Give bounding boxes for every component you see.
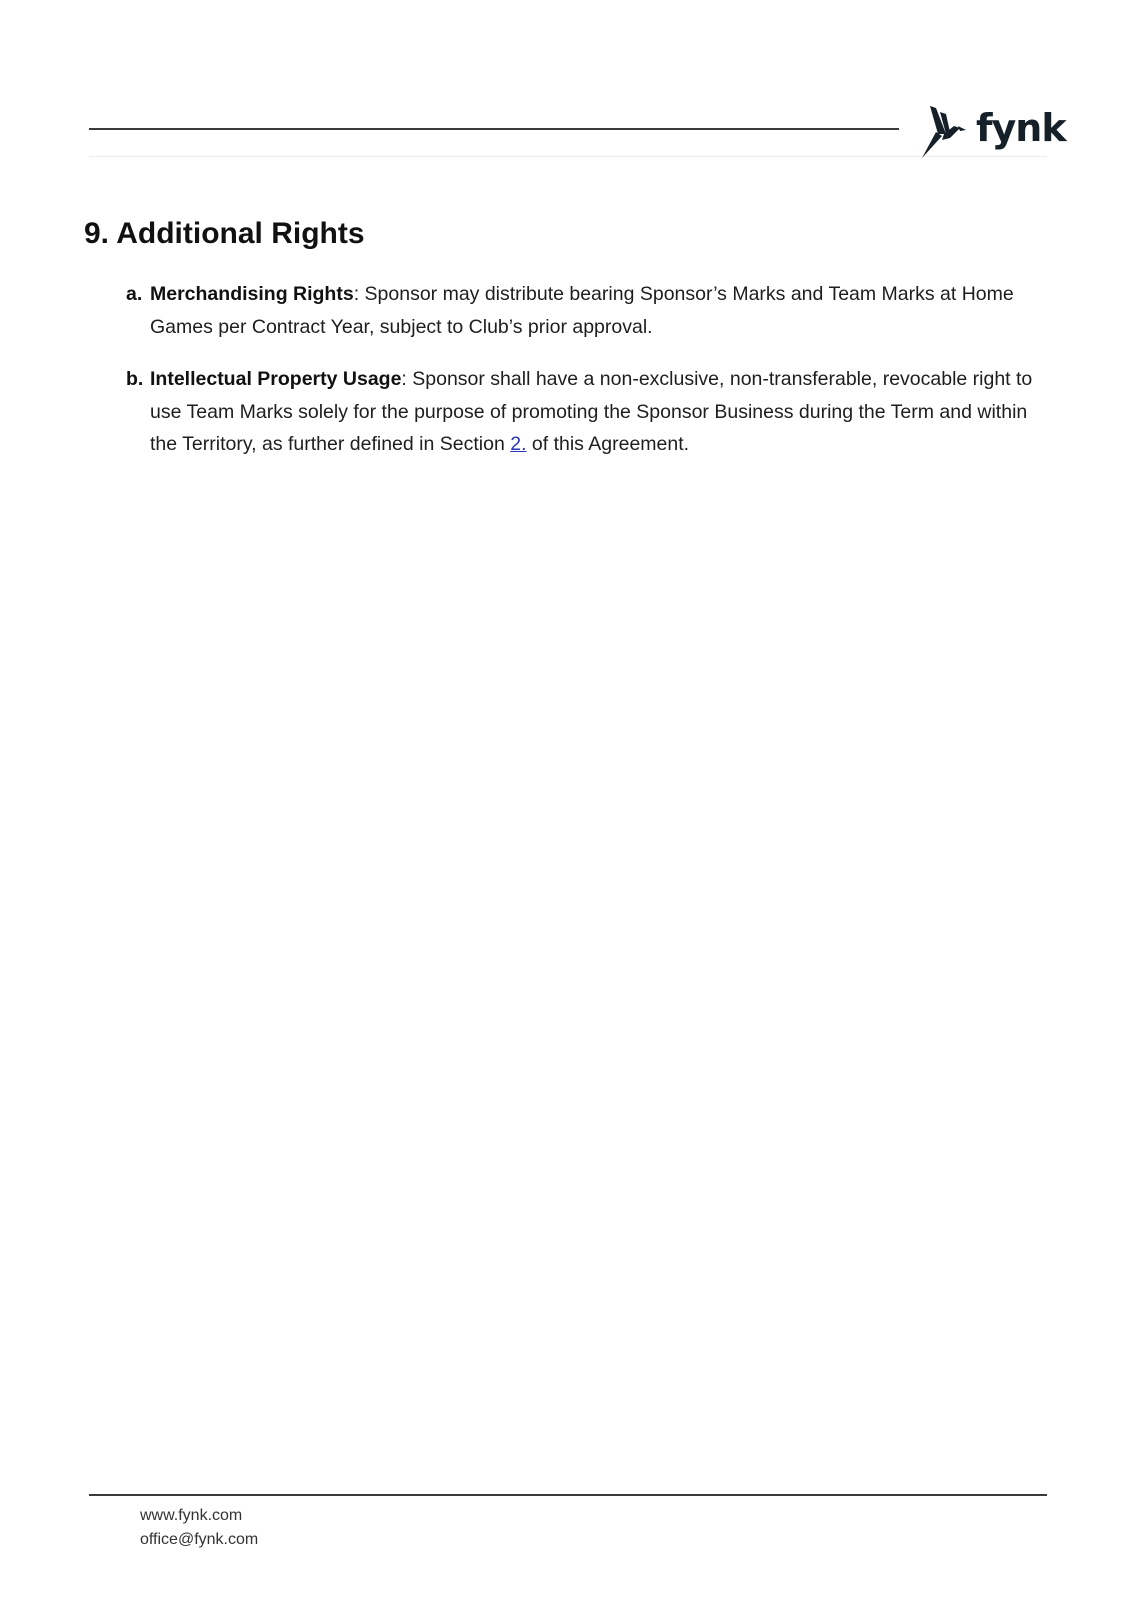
section-title: 9. Additional Rights	[84, 217, 365, 250]
clause-heading: Merchandising Rights	[150, 283, 354, 305]
footer-rule	[89, 1494, 1047, 1496]
clause-merchandising-rights	[126, 278, 1046, 343]
logo-wordmark: fynk	[976, 106, 1066, 150]
header-divider	[89, 156, 1047, 157]
clause-heading: Intellectual Property Usage	[150, 368, 402, 390]
header-rule	[89, 128, 899, 130]
clause-text: : Sponsor may distribute bearing Sponsor’s Marks and Team Marks at Home Games per Contract Year, subject to Club’s prior approval.	[150, 283, 1014, 338]
fynk-logo	[920, 104, 1066, 160]
clause-marker: b.	[126, 368, 144, 390]
clause-body	[150, 363, 1046, 461]
clause-text-end: of this Agreement.	[526, 433, 690, 455]
footer-email[interactable]: office@fynk.com	[140, 1531, 259, 1548]
bird-icon	[920, 104, 968, 158]
clause-text: : Sponsor shall have a non-exclusive, non-transferable, revocable right to use Team Marks solely for the purpose of promoting the Sponsor Business during the Term and within the Territory, as further defined in Section	[150, 368, 1033, 455]
footer-website[interactable]: www.fynk.com	[140, 1507, 243, 1524]
clause-ip-usage	[126, 363, 1046, 461]
section-reference-link[interactable]: 2.	[510, 433, 527, 455]
clause-body	[150, 278, 1046, 343]
clause-marker: a.	[126, 283, 143, 305]
